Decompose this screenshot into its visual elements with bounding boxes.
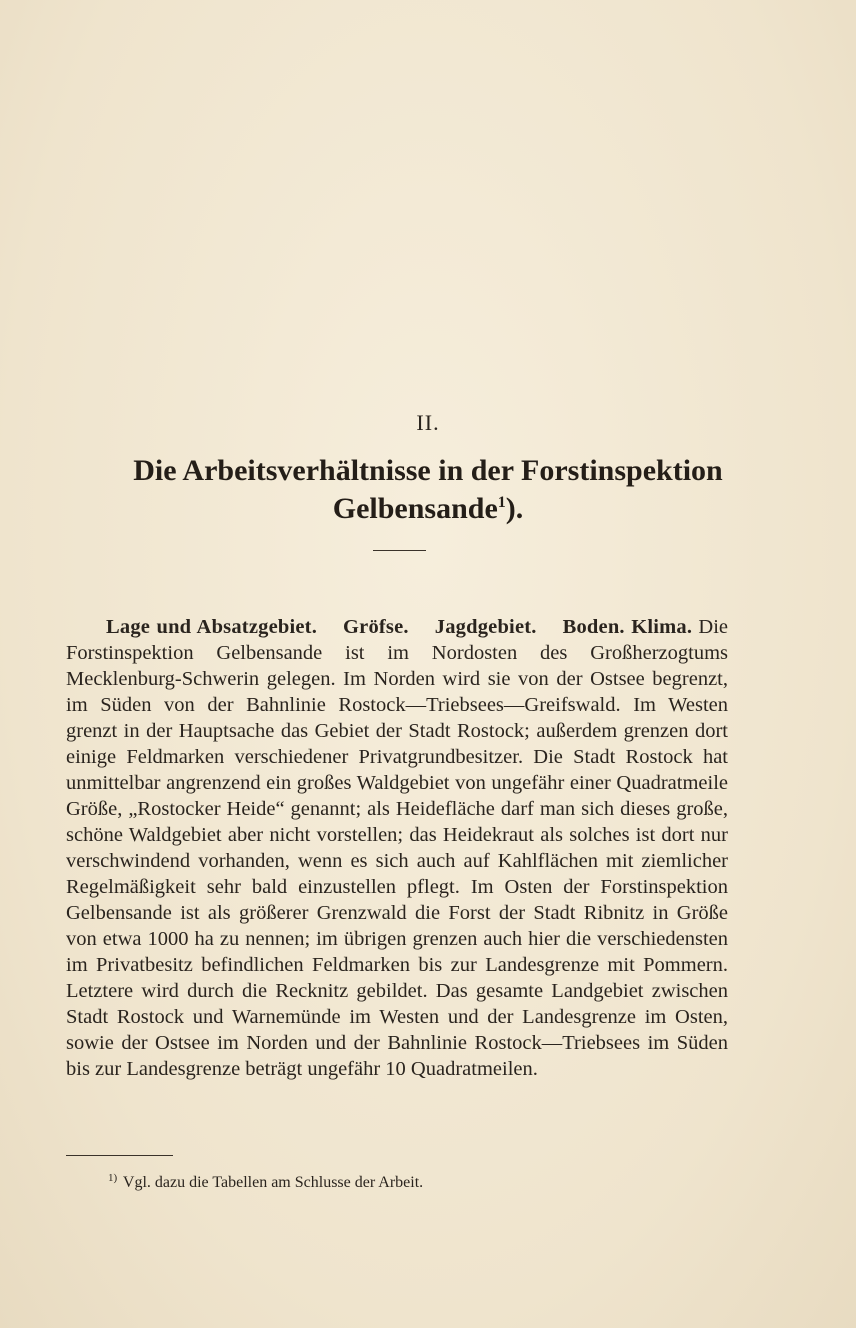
footnote-text: Vgl. dazu die Tabellen am Schlusse der Arbeit. <box>122 1174 424 1191</box>
lead-topic-size: Gröfse. <box>343 615 409 638</box>
chapter-number: II. <box>416 410 440 435</box>
lead-topic-hunting: Jagdgebiet. <box>434 615 537 638</box>
footnote-divider <box>66 1155 173 1156</box>
chapter-title-line-2 <box>60 490 796 528</box>
chapter-title-word: Gelbensande <box>332 492 498 525</box>
footnote <box>108 1172 728 1194</box>
footnote-marker: 1) <box>108 1171 118 1184</box>
lead-topic-climate: Klima. <box>631 615 693 638</box>
section-body-text: Die Forstinspektion Gelbensande ist im Nordosten des Großherzogtums Mecklenburg-Schwerin gelegen. Im Norden wird sie von der Ostsee begrenzt, im Süden von der Bahnlinie Rostock—Triebsees—Greifswald. Im Westen grenzt in der Hauptsache das Gebiet der Stadt Rostock; außerdem grenzen dort einige Feldmarken verschiedener Privatgrundbesitzer. Die Stadt Rostock hat unmittelbar angrenzend ein großes Waldgebiet von ungefähr einer Quadratmeile Größe, „Rostocker Heide“ genannt; als Heidefläche darf man sich dieses große, schöne Waldgebiet aber nicht vorstellen; das Heidekraut als solches ist dort nur verschwindend vorhanden, wenn es sich auch auf Kahlflächen mit ziemlicher Regelmäßigkeit sehr bald einzustellen pflegt. Im Osten der Forstinspektion Gelbensande ist als größerer Grenzwald die Forst der Stadt Ribnitz in Größe von etwa 1000 ha zu nennen; im übrigen grenzen auch hier die verschiedensten im Privatbesitz befindlichen Feldmarken bis zur Landesgrenze mit Pommern. Letztere wird durch die Recknitz gebildet. Das gesamte Landgebiet zwischen Stadt Rostock und Warnemünde im Westen und der Landesgrenze im Osten, sowie der Ostsee im Norden und der Bahnlinie Rostock—Triebsees im Süden bis zur Landesgrenze beträgt ungefähr 10 Quadratmeilen. <box>66 615 729 1080</box>
lead-topic-soil: Boden. <box>562 615 625 638</box>
chapter-title-line-1: Die Arbeitsverhältnisse in der Forstinspektion <box>133 454 723 487</box>
chapter-title <box>60 452 796 528</box>
title-divider <box>373 550 426 551</box>
section-lead <box>106 616 692 638</box>
chapter-title-suffix: ). <box>505 492 524 525</box>
section-paragraph <box>66 614 728 1082</box>
lead-topic-location: Lage und Absatzgebiet. <box>106 615 318 638</box>
title-footnote-marker: 1 <box>497 494 506 511</box>
